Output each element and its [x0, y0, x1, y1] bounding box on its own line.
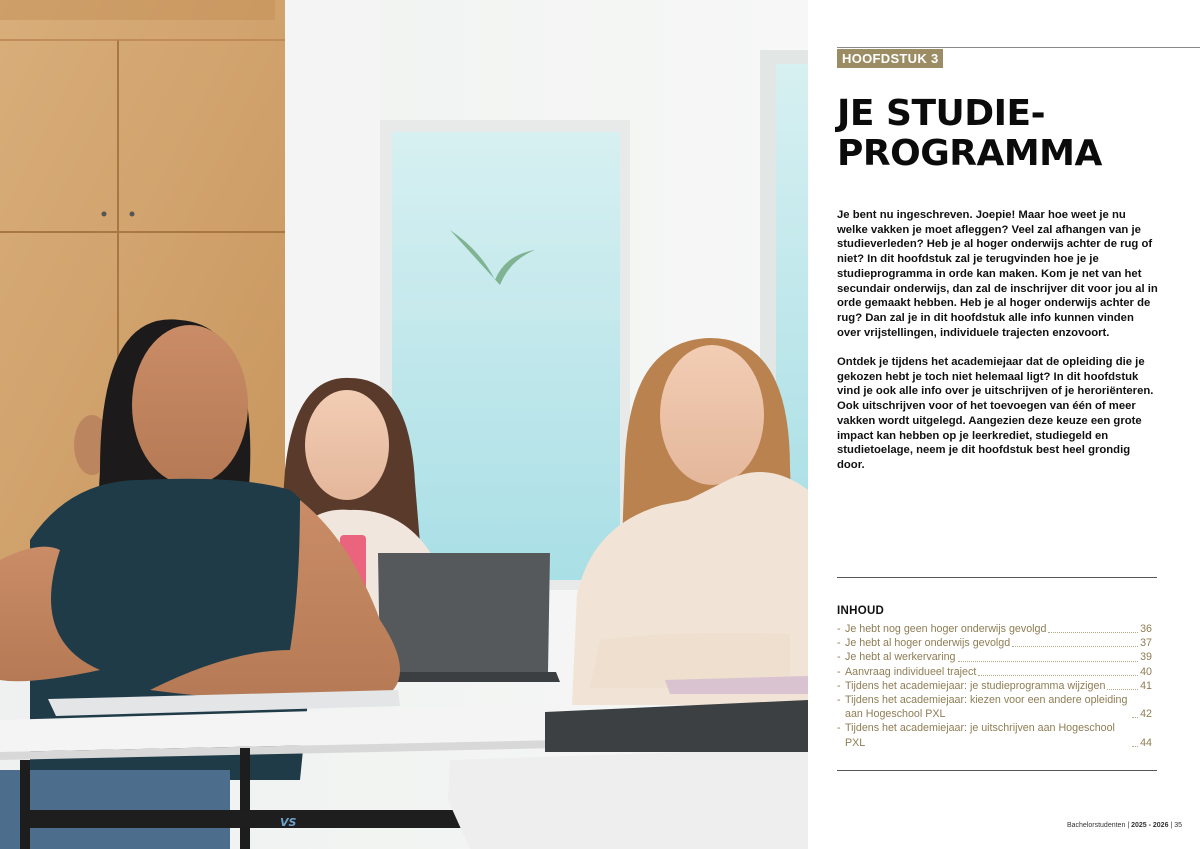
footer-year: 2025 - 2026 — [1131, 822, 1169, 829]
intro-paragraph-1: Je bent nu ingeschreven. Joepie! Maar hoe weet je nu welke vakken je moet afleggen? Veel zal afhangen van je studieverleden? Heb je al hoger onderwijs achter de rug of niet? In dit hoofdstuk zal je terugvinden hoe je je studieprogramma in orde kan maken. Kom je net van het secundair onderwijs, dan zal de inschrijver dit voor jou al in orde gemaakt hebben. Heb je al hoger onderwijs achter de rug? Dan zal je in dit hoofdstuk alle info kunnen vinden over vrijstellingen, individuele trajecten enzovoort. — [837, 209, 1158, 339]
table-of-contents — [837, 622, 1152, 750]
toc-item[interactable] — [837, 679, 1152, 693]
toc-rule-top — [837, 577, 1157, 578]
toc-heading: INHOUD — [837, 605, 885, 617]
footer-page-number: 35 — [1174, 822, 1182, 829]
toc-leader — [1132, 717, 1138, 718]
toc-item-page: 39 — [1140, 651, 1152, 664]
toc-dash: - — [837, 637, 841, 650]
toc-dash: - — [837, 679, 841, 692]
toc-item[interactable] — [837, 721, 1152, 749]
toc-rule-bottom — [837, 770, 1157, 771]
toc-leader — [978, 675, 1138, 676]
toc-item[interactable] — [837, 665, 1152, 679]
page-footer — [1067, 822, 1182, 829]
toc-leader — [1107, 689, 1138, 690]
toc-item-label: Tijdens het academiejaar: je studieprogramma wijzigen — [845, 679, 1106, 692]
title-line-2: PROGRAMMA — [837, 133, 1102, 174]
title-line-1: JE STUDIE- — [837, 93, 1046, 134]
footer-separator: | — [1127, 822, 1130, 829]
toc-dash: - — [837, 665, 841, 678]
toc-item-page: 36 — [1140, 623, 1152, 635]
toc-leader — [1012, 646, 1138, 647]
toc-dash: - — [837, 623, 841, 635]
footer-separator: | — [1170, 822, 1173, 829]
toc-dash: - — [837, 694, 841, 707]
toc-leader — [958, 661, 1139, 662]
window — [392, 132, 620, 580]
toc-dash: - — [837, 722, 841, 735]
intro-text — [837, 208, 1159, 487]
toc-item[interactable] — [837, 636, 1152, 650]
desk-print: VS — [280, 816, 297, 829]
toc-item-label: Je hebt al hoger onderwijs gevolgd — [845, 637, 1011, 650]
toc-leader — [1048, 632, 1138, 633]
toc-item-label: Tijdens het academiejaar: je uitschrijven aan Hogeschool PXL — [845, 722, 1115, 749]
chapter-badge: HOOFDSTUK 3 — [837, 49, 943, 68]
toc-item[interactable] — [837, 650, 1152, 664]
toc-item[interactable] — [837, 693, 1152, 721]
intro-paragraph-2: Ontdek je tijdens het academiejaar dat de opleiding die je gekozen hebt je toch niet helemaal ligt? In dit hoofdstuk vind je ook alle info over je uitschrijven of je heroriënteren. Ook uitschrijven voor of het toevoegen van één of meer vakken wordt uitgelegd. Aangezien deze keuze een grote impact kan hebben op je leerkrediet, studiegeld en studietoelage, neem je dit hoofdstuk best heel grondig door. — [837, 356, 1154, 471]
toc-item-label: Je hebt nog geen hoger onderwijs gevolgd — [845, 623, 1047, 635]
top-rule — [837, 47, 1200, 48]
toc-item[interactable] — [837, 622, 1152, 636]
toc-item-label: Je hebt al werkervaring — [845, 651, 956, 664]
toc-item-label: Aanvraag individueel traject — [845, 665, 977, 678]
text-page — [808, 0, 1200, 849]
toc-item-page: 41 — [1140, 679, 1152, 692]
toc-leader — [1132, 746, 1138, 747]
toc-item-page: 40 — [1140, 665, 1152, 678]
toc-item-page: 42 — [1140, 708, 1152, 721]
page-title — [837, 94, 1177, 174]
footer-publication: Bachelorstudenten — [1066, 822, 1126, 829]
toc-dash: - — [837, 651, 841, 664]
toc-item-page: 37 — [1140, 637, 1152, 650]
toc-item-page: 44 — [1140, 736, 1152, 749]
toc-item-label: Tijdens het academiejaar: kiezen voor een andere opleiding aan Hogeschool PXL — [845, 694, 1128, 721]
